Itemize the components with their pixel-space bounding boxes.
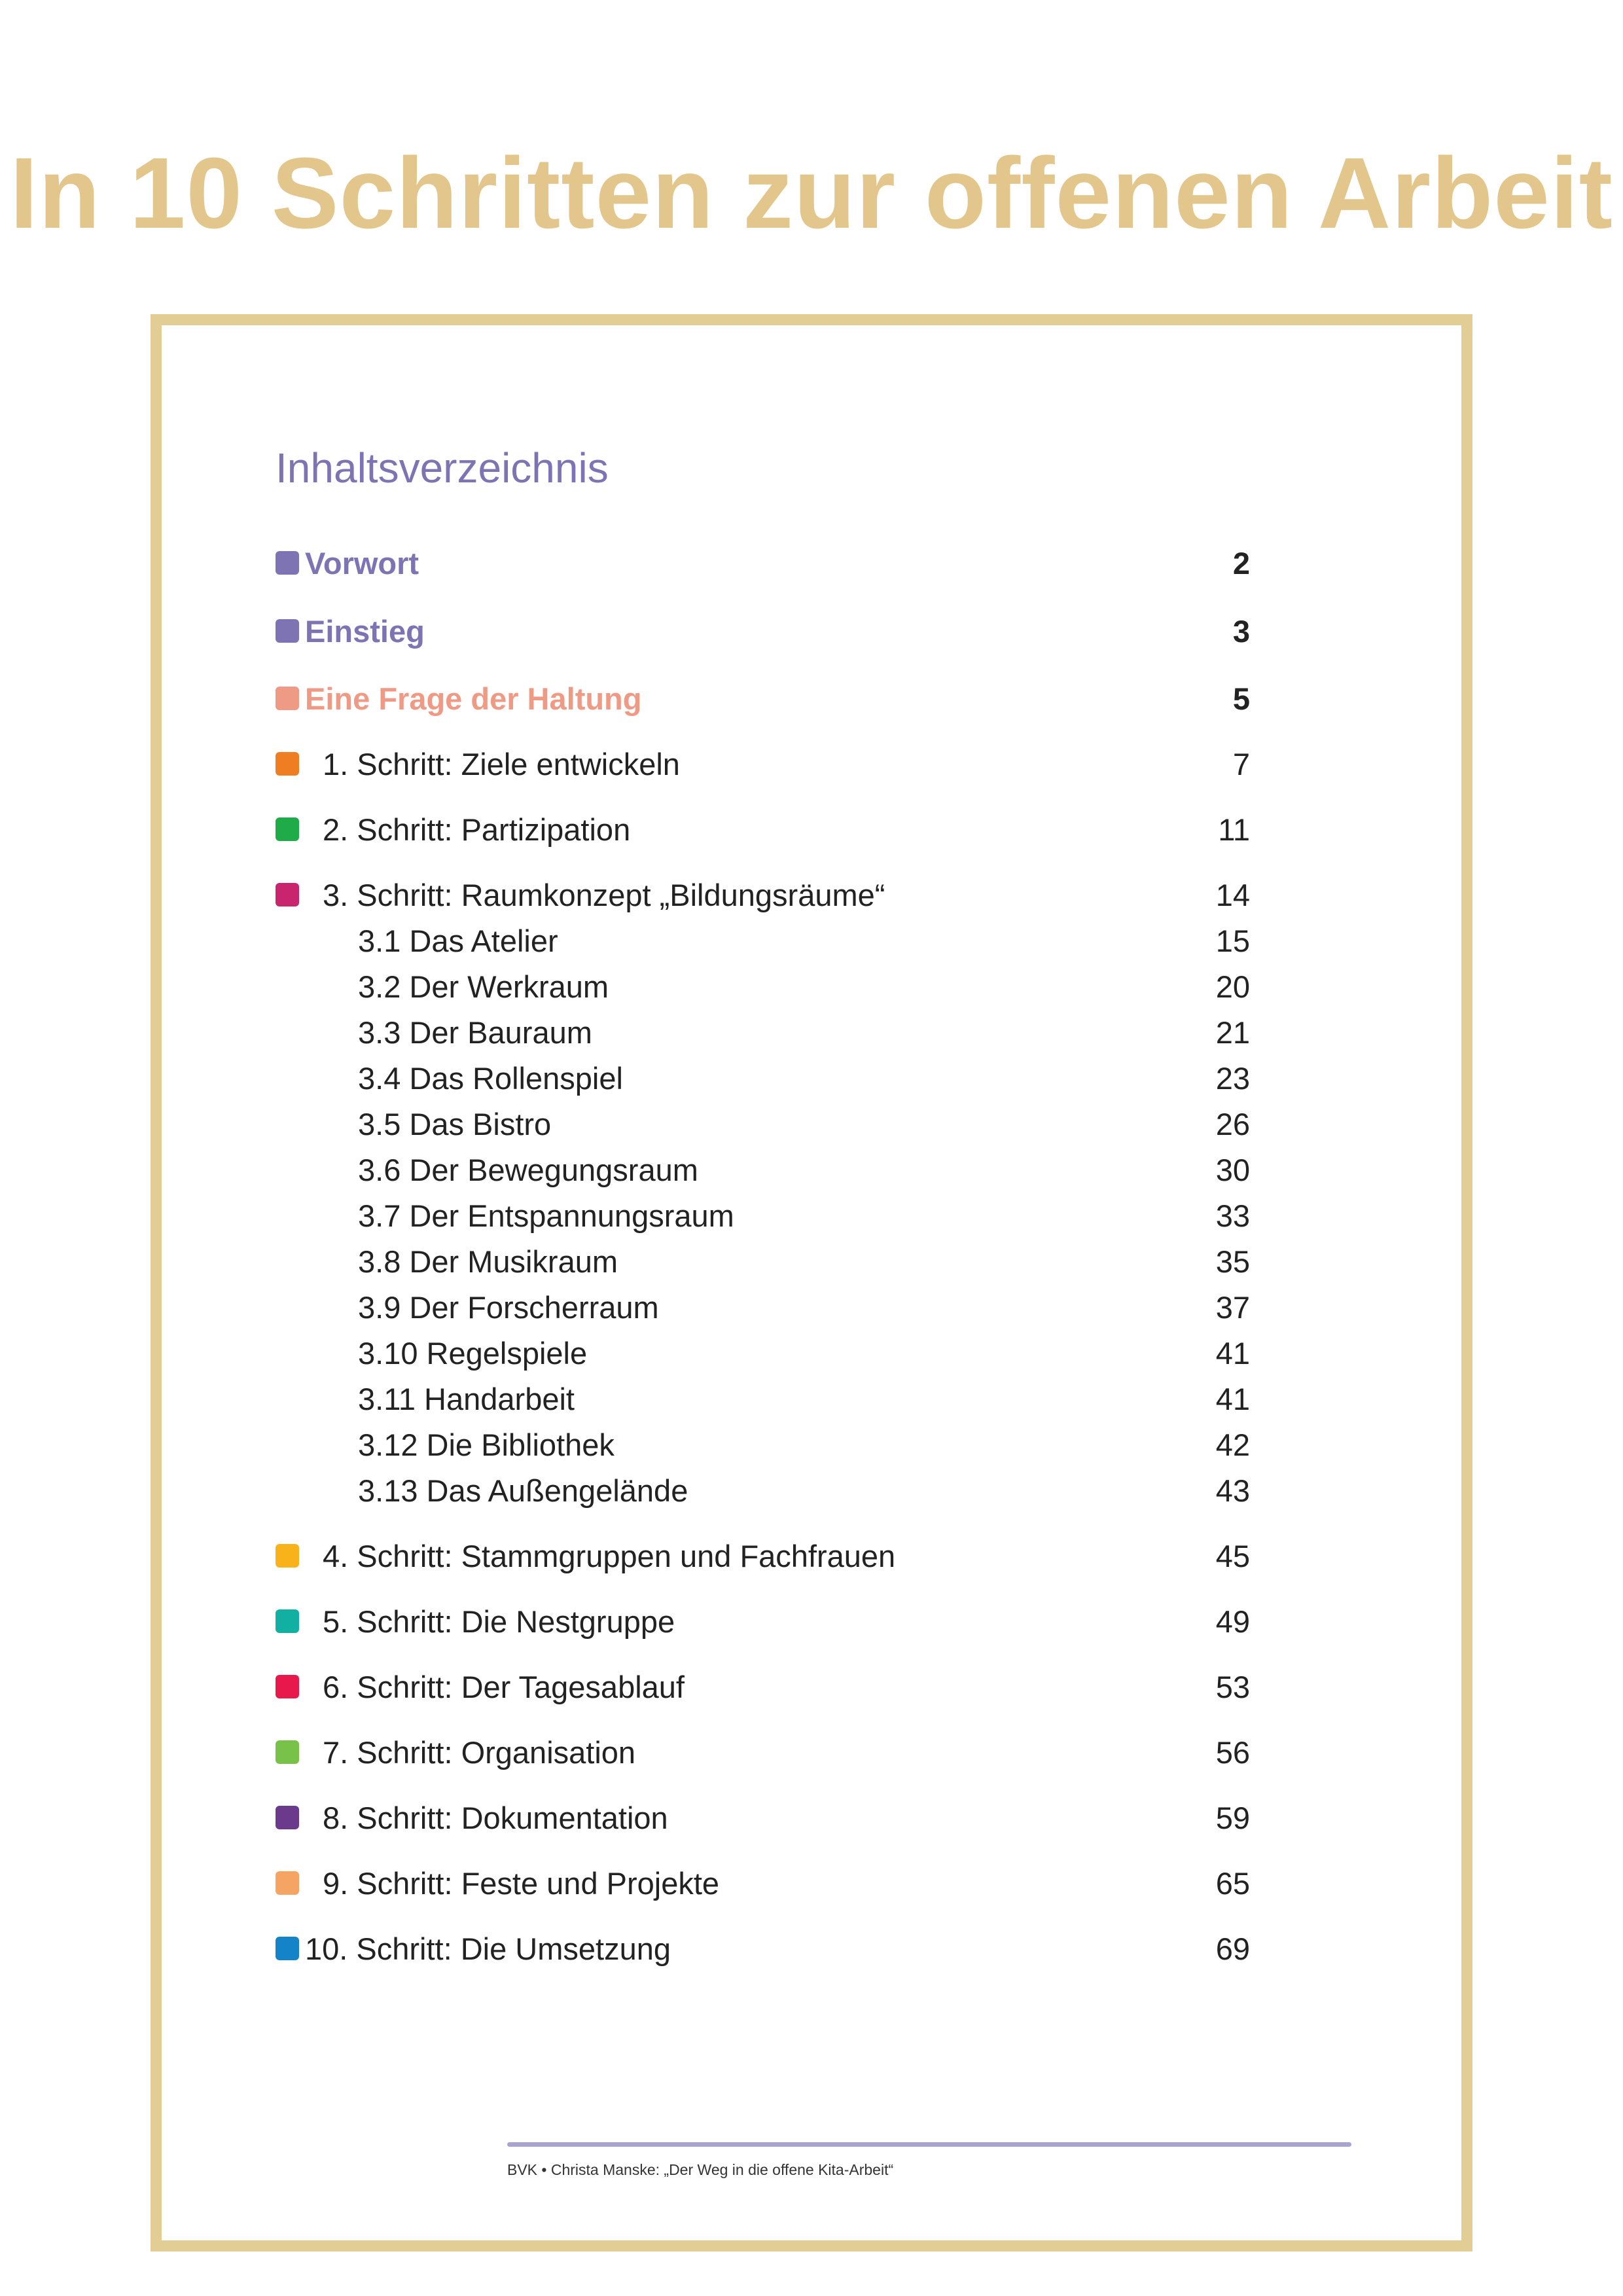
toc-subitem[interactable]	[0, 1376, 1623, 1422]
toc-item-einstieg[interactable]	[0, 609, 1623, 655]
toc-subitem-page: 42	[1215, 1427, 1250, 1462]
toc-item-step-10[interactable]	[0, 1926, 1623, 1972]
toc-subitem[interactable]	[0, 918, 1623, 964]
toc-item-step-4[interactable]	[0, 1534, 1623, 1579]
toc-item-step-6[interactable]	[0, 1664, 1623, 1710]
square-bullet-icon	[276, 752, 299, 776]
toc-item-page: 69	[1215, 1931, 1250, 1966]
toc-item-vorwort[interactable]	[0, 541, 1623, 586]
page-title: In 10 Schritten zur offenen Arbeit	[10, 137, 1613, 249]
toc-item-label: 4. Schritt: Stammgruppen und Fachfrauen	[323, 1539, 896, 1573]
toc-subitem-page: 30	[1215, 1153, 1250, 1187]
square-bullet-icon	[276, 1806, 299, 1829]
toc-item-page: 3	[1232, 614, 1250, 649]
toc-subitem[interactable]	[0, 1422, 1623, 1468]
toc-subitem-label: 3.4 Das Rollenspiel	[358, 1061, 623, 1096]
toc-heading: Inhaltsverzeichnis	[276, 444, 609, 492]
toc-subitem[interactable]	[0, 1331, 1623, 1376]
toc-item-step-7[interactable]	[0, 1730, 1623, 1776]
toc-subitem[interactable]	[0, 1239, 1623, 1285]
square-bullet-icon	[276, 1937, 299, 1960]
toc-item-page: 56	[1215, 1735, 1250, 1770]
toc-item-label: 9. Schritt: Feste und Projekte	[323, 1866, 720, 1901]
toc-subitem-label: 3.13 Das Außengelände	[358, 1473, 688, 1508]
toc-item-page: 14	[1215, 878, 1250, 912]
toc-subitem-page: 37	[1215, 1290, 1250, 1325]
toc-item-label: 8. Schritt: Dokumentation	[323, 1801, 668, 1835]
toc-item-step-8[interactable]	[0, 1795, 1623, 1841]
toc-subitem-page: 26	[1215, 1107, 1250, 1141]
toc-subitem[interactable]	[0, 1147, 1623, 1193]
toc-item-page: 7	[1232, 747, 1250, 781]
toc-item-step-3[interactable]	[0, 872, 1623, 918]
toc-subitem-page: 21	[1215, 1015, 1250, 1050]
toc-item-page: 45	[1215, 1539, 1250, 1573]
toc-subitem[interactable]	[0, 1056, 1623, 1102]
toc-subitem-label: 3.10 Regelspiele	[358, 1336, 588, 1371]
square-bullet-icon	[276, 1740, 299, 1764]
toc-item-page: 59	[1215, 1801, 1250, 1835]
square-bullet-icon	[276, 817, 299, 841]
toc-subitem-label: 3.3 Der Bauraum	[358, 1015, 592, 1050]
square-bullet-icon	[276, 619, 299, 643]
toc-item-label: 3. Schritt: Raumkonzept „Bildungsräume“	[323, 878, 885, 912]
square-bullet-icon	[276, 1675, 299, 1698]
toc-subitem-page: 23	[1215, 1061, 1250, 1096]
toc-item-haltung[interactable]	[0, 676, 1623, 722]
toc-item-label: Vorwort	[305, 546, 419, 581]
toc-subitem-page: 41	[1215, 1382, 1250, 1416]
square-bullet-icon	[276, 1871, 299, 1895]
toc-subitem-label: 3.12 Die Bibliothek	[358, 1427, 615, 1462]
toc-item-step-9[interactable]	[0, 1861, 1623, 1907]
toc-subitem-label: 3.9 Der Forscherraum	[358, 1290, 659, 1325]
toc-item-step-1[interactable]	[0, 742, 1623, 787]
square-bullet-icon	[276, 551, 299, 575]
toc-subitem-label: 3.8 Der Musikraum	[358, 1244, 618, 1279]
toc-subitem[interactable]	[0, 1468, 1623, 1514]
toc-subitem[interactable]	[0, 1193, 1623, 1239]
toc-item-label: Eine Frage der Haltung	[305, 681, 642, 716]
toc-subitem-page: 20	[1215, 969, 1250, 1004]
footer-credit: BVK • Christa Manske: „Der Weg in die offene Kita-Arbeit“	[507, 2161, 894, 2178]
toc-item-label: 2. Schritt: Partizipation	[323, 812, 631, 847]
toc-subitem-label: 3.2 Der Werkraum	[358, 969, 609, 1004]
toc-item-label: 6. Schritt: Der Tagesablauf	[323, 1670, 685, 1704]
footer-divider	[507, 2142, 1351, 2147]
toc-item-label: 1. Schritt: Ziele entwickeln	[323, 747, 680, 781]
toc-subitem[interactable]	[0, 1285, 1623, 1331]
toc-item-label: 5. Schritt: Die Nestgruppe	[323, 1604, 675, 1639]
toc-subitem[interactable]	[0, 1010, 1623, 1056]
toc-item-page: 53	[1215, 1670, 1250, 1704]
toc-subitem-page: 15	[1215, 924, 1250, 958]
toc-subitem-label: 3.7 Der Entspannungsraum	[358, 1198, 734, 1233]
toc-subitem-page: 43	[1215, 1473, 1250, 1508]
toc-item-step-5[interactable]	[0, 1599, 1623, 1645]
toc-subitem-page: 35	[1215, 1244, 1250, 1279]
toc-item-page: 2	[1232, 546, 1250, 581]
toc-subitem-label: 3.1 Das Atelier	[358, 924, 558, 958]
square-bullet-icon	[276, 883, 299, 906]
toc-item-step-2[interactable]	[0, 807, 1623, 853]
toc-item-label: Einstieg	[305, 614, 425, 649]
toc-subitem-label: 3.11 Handarbeit	[358, 1382, 575, 1416]
toc-subitem[interactable]	[0, 1102, 1623, 1147]
square-bullet-icon	[276, 1609, 299, 1633]
toc-subitem-page: 33	[1215, 1198, 1250, 1233]
toc-item-label: 7. Schritt: Organisation	[323, 1735, 636, 1770]
toc-subitem-label: 3.6 Der Bewegungsraum	[358, 1153, 698, 1187]
toc-subitem-page: 41	[1215, 1336, 1250, 1371]
square-bullet-icon	[276, 1544, 299, 1568]
toc-item-page: 11	[1218, 812, 1250, 847]
square-bullet-icon	[276, 687, 299, 710]
toc-item-page: 5	[1232, 681, 1250, 716]
toc-item-page: 49	[1215, 1604, 1250, 1639]
toc-subitem-label: 3.5 Das Bistro	[358, 1107, 552, 1141]
toc-item-label: 10. Schritt: Die Umsetzung	[305, 1931, 671, 1966]
toc-item-page: 65	[1215, 1866, 1250, 1901]
toc-subitem[interactable]	[0, 964, 1623, 1010]
